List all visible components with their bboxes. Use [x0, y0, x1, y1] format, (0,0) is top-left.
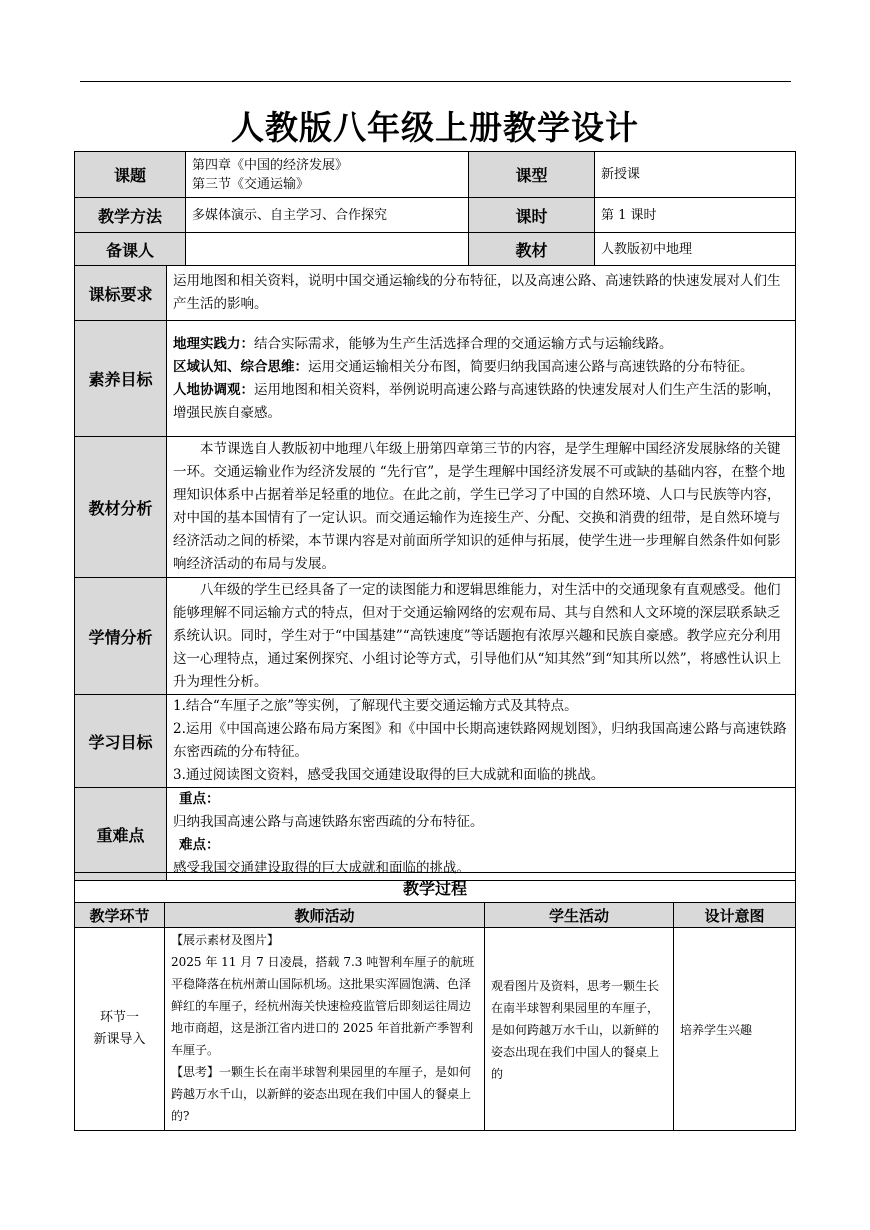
teacher-activity — [165, 928, 485, 1131]
key-heading: 重点： — [179, 791, 220, 807]
header-rule — [80, 81, 791, 82]
textbook-analysis-text: 本节课选自人教版初中地理八年级上册第四章第三节的内容，是学生理解中国经济发展脉络的关键一环。交通运输业作为经济发展的 “先行官”，是学生理解中国经济发展不可或缺的基础内容，在整个地理知识体系中占据着举足轻重的地位。在此之前，学生已学习了中国的自然环境、人口与民族等内容，对中国的基本国情有了一定认识。而交通运输作为连接生产、分配、交换和消费的纽带，是自然环境与经济活动之间的桥梁，本节课内容是对前面所学知识的延伸与拓展，使学生进一步理解自然条件如何影响经济活动的布局与发展。 — [167, 437, 796, 578]
textbook-analysis-label: 教材分析 — [75, 437, 167, 578]
type-label: 课型 — [469, 152, 595, 198]
info-row-method — [75, 198, 796, 233]
student-activity: 观看图片及资料，思考一颗生长在南半球智利果园里的车厘子，是如何跨越万水千山，以新鲜的姿态出现在我们中国人的餐桌上的 — [485, 928, 674, 1131]
section-standard — [75, 266, 796, 321]
process-title: 教学过程 — [75, 873, 796, 903]
literacy-item-title: 人地协调观： — [173, 381, 254, 398]
teacher-think: 【思考】一颗生长在南半球智利果园里的车厘子，是如何跨越万水千山，以新鲜的姿态出现在我们中国人的餐桌上的? — [171, 1065, 472, 1123]
standard-label: 课标要求 — [75, 266, 167, 321]
section-learner-analysis — [75, 578, 796, 695]
literacy-item-title: 地理实践力： — [173, 335, 254, 352]
course-value — [186, 152, 469, 198]
lesson-info-table — [74, 151, 796, 266]
difficult-text: 感受我国交通建设取得的巨大成就和面临的挑战。 — [173, 860, 470, 876]
teacher-text: 2025 年 11 月 7 日凌晨，搭载 7.3 吨智利车厘子的航班平稳降落在杭州萧山国际机场。这批果实浑圆饱满、色泽鲜红的车厘子，经杭州海关快速检疫监管后即刻运往周边地市商超，这是浙江省内进口的 2025 年首批新产季智利车厘子。 — [171, 955, 475, 1057]
stage-number: 环节一 — [99, 1010, 139, 1025]
stage-cell — [75, 928, 165, 1131]
header-student: 学生活动 — [485, 903, 674, 928]
literacy-item — [173, 379, 789, 425]
info-row-preparer — [75, 233, 796, 266]
textbook-label: 教材 — [469, 233, 595, 266]
hours-value: 第 1 课时 — [595, 198, 796, 233]
method-label: 教学方法 — [75, 198, 186, 233]
process-header-row — [75, 903, 796, 928]
section-key-points — [75, 788, 796, 881]
literacy-item-title: 区域认知、综合思维： — [173, 358, 308, 375]
literacy-label: 素养目标 — [75, 321, 167, 437]
section-learning-goals — [75, 695, 796, 788]
course-chapter: 第四章《中国的经济发展》 — [192, 157, 349, 173]
header-teacher: 教师活动 — [165, 903, 485, 928]
hours-label: 课时 — [469, 198, 595, 233]
document-title: 人教版八年级上册教学设计 — [231, 108, 639, 147]
literacy-item-text: 运用地图和相关资料，举例说明高速公路与高速铁路的快速发展对人们生产生活的影响，增强民族自豪感。 — [173, 381, 781, 421]
literacy-item — [173, 356, 789, 379]
learner-text: 八年级的学生已经具备了一定的读图能力和逻辑思维能力，对生活中的交通现象有直观感受。他们能够理解不同运输方式的特点，但对于交通运输网络的宏观布局、其与自然和人文环境的深层联系缺乏系统认识。同时，学生对于“中国基建”“高铁速度”等话题抱有浓厚兴趣和民族自豪感。教学应充分利用这一心理特点，通过案例探究、小组讨论等方式，引导他们从“知其然”到“知其所以然”，将感性认识上升为理性分析。 — [167, 578, 796, 695]
design-intent: 培养学生兴趣 — [674, 928, 796, 1131]
key-content — [167, 788, 796, 881]
literacy-item-text: 结合实际需求，能够为生产生活选择合理的交通运输方式与运输线路。 — [254, 335, 673, 352]
course-section: 第三节《交通运输》 — [192, 176, 310, 192]
goal-item: 3.通过阅读图文资料，感受我国交通建设取得的巨大成就和面临的挑战。 — [173, 767, 605, 783]
preparer-value — [186, 233, 469, 266]
process-title-row — [75, 873, 796, 903]
textbook-value: 人教版初中地理 — [595, 233, 796, 266]
process-row — [75, 928, 796, 1131]
teaching-process-table — [74, 872, 796, 1131]
section-literacy — [75, 321, 796, 437]
stage-name: 新课导入 — [93, 1032, 146, 1047]
key-label: 重难点 — [75, 788, 167, 881]
header-stage: 教学环节 — [75, 903, 165, 928]
course-label: 课题 — [75, 152, 186, 198]
lesson-sections-table — [74, 265, 796, 881]
info-row-course — [75, 152, 796, 198]
goal-item: 2.运用《中国高速公路布局方案图》和《中国中长期高速铁路网规划图》，归纳我国高速公路与高速铁路东密西疏的分布特征。 — [173, 721, 787, 760]
teacher-tag: 【展示素材及图片】 — [171, 933, 280, 947]
literacy-item-text: 运用交通运输相关分布图，简要归纳我国高速公路与高速铁路的分布特征。 — [308, 358, 754, 375]
type-value: 新授课 — [595, 152, 796, 198]
goals-list — [167, 695, 796, 788]
header-intent: 设计意图 — [674, 903, 796, 928]
learner-label: 学情分析 — [75, 578, 167, 695]
literacy-content — [167, 321, 796, 437]
key-text: 归纳我国高速公路与高速铁路东密西疏的分布特征。 — [173, 814, 484, 830]
difficult-heading: 难点： — [179, 837, 220, 853]
standard-text: 运用地图和相关资料，说明中国交通运输线的分布特征，以及高速公路、高速铁路的快速发展对人们生产生活的影响。 — [167, 266, 796, 321]
section-textbook-analysis — [75, 437, 796, 578]
method-value: 多媒体演示、自主学习、合作探究 — [186, 198, 469, 233]
goal-item: 1.结合“车厘子之旅”等实例，了解现代主要交通运输方式及其特点。 — [173, 698, 578, 714]
preparer-label: 备课人 — [75, 233, 186, 266]
goals-label: 学习目标 — [75, 695, 167, 788]
literacy-item — [173, 333, 789, 356]
